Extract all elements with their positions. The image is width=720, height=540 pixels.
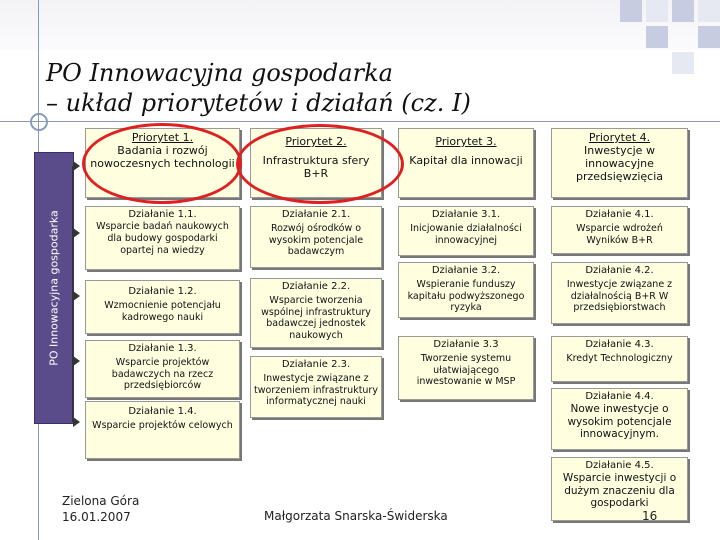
action-2-2-text: Wsparcie tworzenia wspólnej infrastruktury badawczej jednostek naukowych — [261, 295, 371, 341]
action-4-2-box — [551, 262, 688, 324]
action-3-2-box — [398, 262, 534, 318]
action-4-1-box — [551, 206, 688, 254]
action-3-1-box — [398, 206, 534, 256]
arrow-right-icon — [73, 228, 80, 238]
priority-3-text: Kapitał dla innowacji — [409, 154, 523, 167]
action-4-2-title: Działanie 4.2. — [585, 265, 654, 276]
action-1-2-title: Działanie 1.2. — [128, 286, 197, 297]
priority-1-text: Badania i rozwój nowoczesnych technologii — [90, 144, 235, 170]
priority-2-text: Infrastruktura sfery B+R — [262, 154, 370, 180]
page-number: 16 — [642, 509, 658, 523]
action-4-1-text: Wsparcie wdrożeń Wyników B+R — [576, 223, 663, 246]
action-4-4-title: Działanie 4.4. — [585, 391, 654, 402]
action-1-2-text: Wzmocnienie potencjału kadrowego nauki — [104, 300, 221, 323]
action-3-1-text: Inicjowanie działalności innowacyjnej — [410, 223, 522, 246]
action-4-3-title: Działanie 4.3. — [585, 339, 654, 350]
action-4-1-title: Działanie 4.1. — [585, 209, 654, 220]
decor-square — [698, 0, 720, 22]
action-2-3-title: Działanie 2.3. — [281, 359, 351, 370]
arrow-right-icon — [73, 356, 80, 366]
action-2-2-box — [250, 278, 382, 348]
action-4-3-text: Kredyt Technologiczny — [566, 353, 673, 364]
action-1-3-text: Wsparcie projektów badawczych na rzecz przedsiębiorców — [111, 357, 214, 391]
slide-header-band — [0, 0, 720, 50]
highlight-ellipse — [236, 124, 404, 204]
action-1-2-box — [85, 280, 240, 334]
decor-square — [672, 52, 694, 74]
priority-4-text: Inwestycje w innowacyjne przedsięwzięcia — [575, 144, 664, 183]
action-3-3-text: Tworzenie systemu ułatwiającego inwestowanie w MSP — [416, 353, 516, 387]
footer-place: Zielona Góra — [62, 494, 140, 508]
footer-author: Małgorzata Snarska-Świderska — [264, 509, 448, 523]
action-4-5-box — [551, 457, 688, 521]
decor-square — [646, 26, 668, 48]
action-3-2-title: Działanie 3.2. — [431, 265, 501, 276]
highlight-ellipse — [82, 123, 242, 204]
decor-square — [698, 26, 720, 48]
decor-square — [620, 0, 642, 22]
decor-horizontal-line — [0, 121, 720, 122]
side-label — [34, 152, 74, 424]
action-2-3-text: Inwestycje związane z tworzeniem infrastruktury informatycznej nauki — [254, 373, 378, 407]
page-title — [46, 58, 606, 118]
action-2-2-title: Działanie 2.2. — [281, 281, 351, 292]
action-1-4-text: Wsparcie projektów celowych — [92, 420, 233, 431]
arrow-right-icon — [73, 291, 80, 301]
priority-3-heading: Priorytet 3. — [435, 135, 497, 148]
priority-2-heading: Priorytet 2. — [285, 135, 347, 148]
action-1-4-box — [85, 401, 240, 459]
footer-date: 16.01.2007 — [62, 510, 131, 524]
action-2-1-title: Działanie 2.1. — [281, 209, 351, 220]
action-4-4-box — [551, 388, 688, 450]
action-1-1-box — [85, 206, 240, 270]
action-4-5-title: Działanie 4.5. — [585, 460, 654, 471]
action-1-3-title: Działanie 1.3. — [128, 343, 197, 354]
action-4-5-text: Wsparcie inwestycji o dużym znaczeniu dla gospodarki — [562, 472, 677, 509]
action-4-3-box — [551, 336, 688, 382]
priority-1-heading: Priorytet 1. — [131, 131, 194, 144]
action-2-1-text: Rozwój ośrodków o wysokim potencjale badawczym — [268, 223, 364, 257]
side-label-text: PO Innowacyjna gospodarka — [47, 210, 61, 366]
action-3-1-title: Działanie 3.1. — [431, 209, 501, 220]
priority-4-box — [551, 128, 688, 198]
action-3-3-title: Działanie 3.3 — [433, 339, 499, 350]
action-3-3-box — [398, 336, 534, 400]
priority-3-box — [398, 128, 534, 198]
priority-4-heading: Priorytet 4. — [588, 131, 651, 144]
arrow-right-icon — [73, 161, 80, 171]
action-3-2-text: Wspieranie funduszy kapitału podwyższonego ryzyka — [407, 279, 525, 313]
title-line-1: PO Innowacyjna gospodarka — [46, 59, 393, 87]
action-2-1-box — [250, 206, 382, 268]
footer-place-date — [62, 493, 139, 525]
action-1-1-text: Wsparcie badań naukowych dla budowy gospodarki opartej na wiedzy — [96, 221, 229, 256]
action-1-3-box — [85, 340, 240, 398]
decor-square — [646, 0, 668, 22]
action-4-2-text: Inwestycje związane z działalnością B+R W przedsiębiorstwach — [566, 279, 673, 313]
action-1-4-title: Działanie 1.4. — [128, 406, 197, 417]
action-4-4-text: Nowe inwestycje o wysokim potencjale innowacyjnym. — [567, 403, 672, 440]
arrow-right-icon — [73, 417, 80, 427]
title-line-2: – układ priorytetów i działań (cz. I) — [46, 89, 471, 117]
action-2-3-box — [250, 356, 382, 418]
action-1-1-title: Działanie 1.1. — [128, 209, 197, 220]
decor-square — [672, 0, 694, 22]
